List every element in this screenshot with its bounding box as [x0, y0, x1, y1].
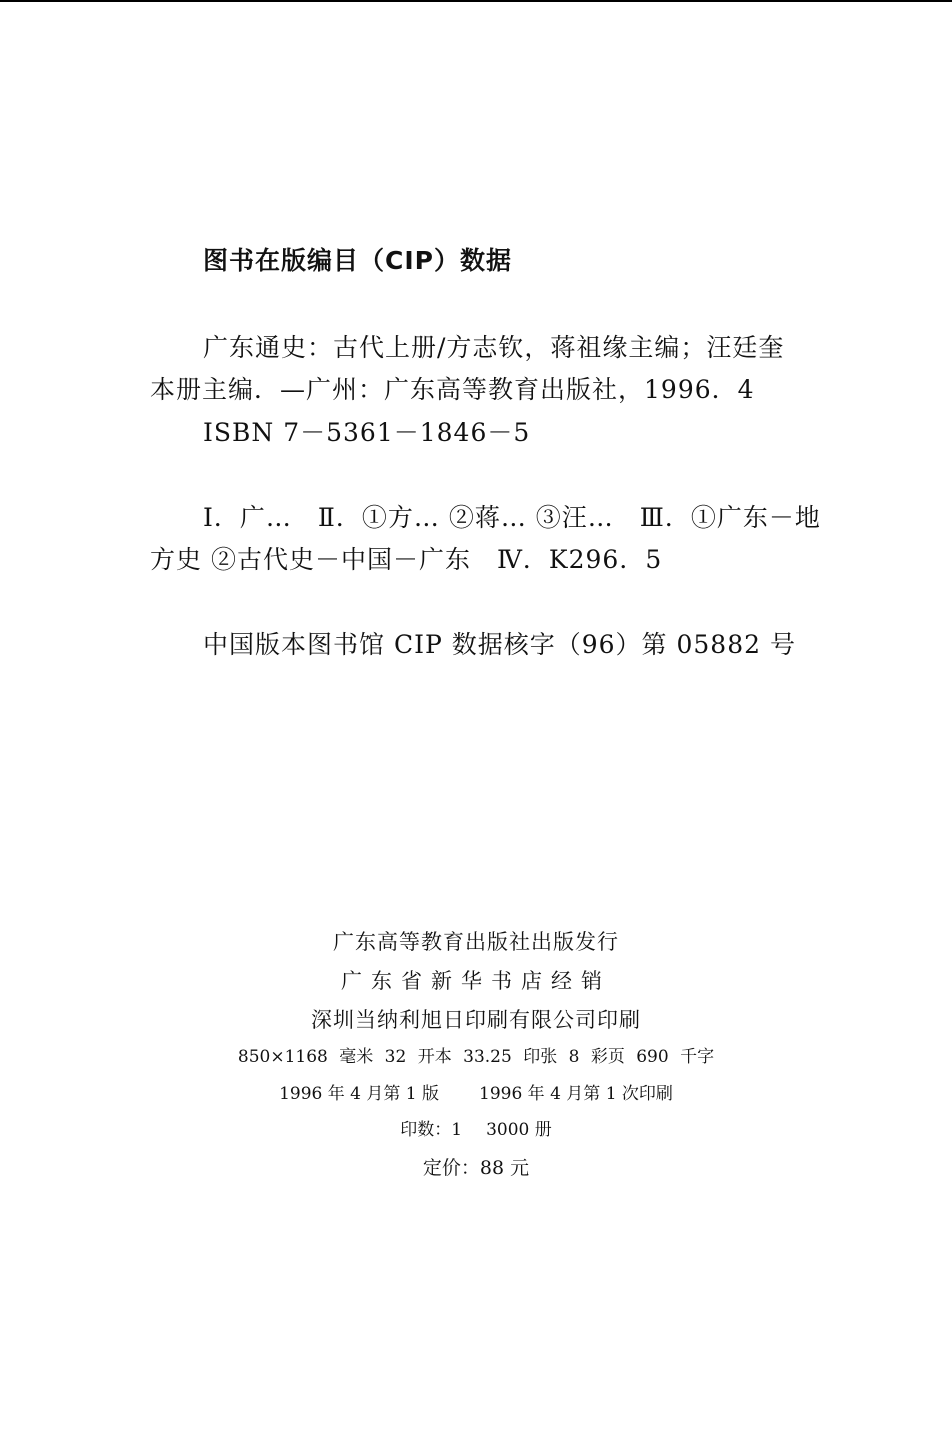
colophon-price: 定价：88 元: [422, 1157, 530, 1179]
classification-line-2: 方史 ②古代史－中国－广东 Ⅳ．K296．5: [150, 545, 663, 574]
cip-record-line-2: 本册主编．—广州：广东高等教育出版社，1996．4: [150, 375, 755, 404]
colophon-printing: 1996 年 4 月第 1 次印刷: [479, 1084, 673, 1104]
top-border-line: [0, 0, 952, 2]
colophon-print-run-label: 印数：1: [400, 1120, 463, 1140]
cip-verification-number: 中国版本图书馆 CIP 数据核字（96）第 05882 号: [203, 630, 796, 659]
colophon-print-run-row: [0, 1122, 952, 1139]
cip-heading: 图书在版编目（CIP）数据: [203, 246, 512, 275]
isbn-line: ISBN 7－5361－1846－5: [203, 418, 531, 447]
colophon-edition: 1996 年 4 月第 1 版: [279, 1084, 439, 1104]
colophon-specs: 850×1168 毫米 32 开本 33.25 印张 8 彩页 690 千字: [237, 1047, 715, 1067]
classification-line-1: Ⅰ．广… Ⅱ．①方… ②蒋… ③汪… Ⅲ．①广东－地: [203, 503, 821, 532]
colophon-publisher: 广东高等教育出版社出版发行: [333, 930, 619, 954]
colophon-printer: 深圳当纳利旭日印刷有限公司印刷: [311, 1008, 641, 1032]
cip-record-line-1: 广东通史：古代上册/方志钦，蒋祖缘主编；汪廷奎: [203, 333, 785, 362]
colophon-distributor: 广东省新华书店经销: [341, 969, 611, 993]
colophon-print-run-value: 3000 册: [486, 1120, 552, 1140]
colophon-edition-row: [0, 1086, 952, 1103]
